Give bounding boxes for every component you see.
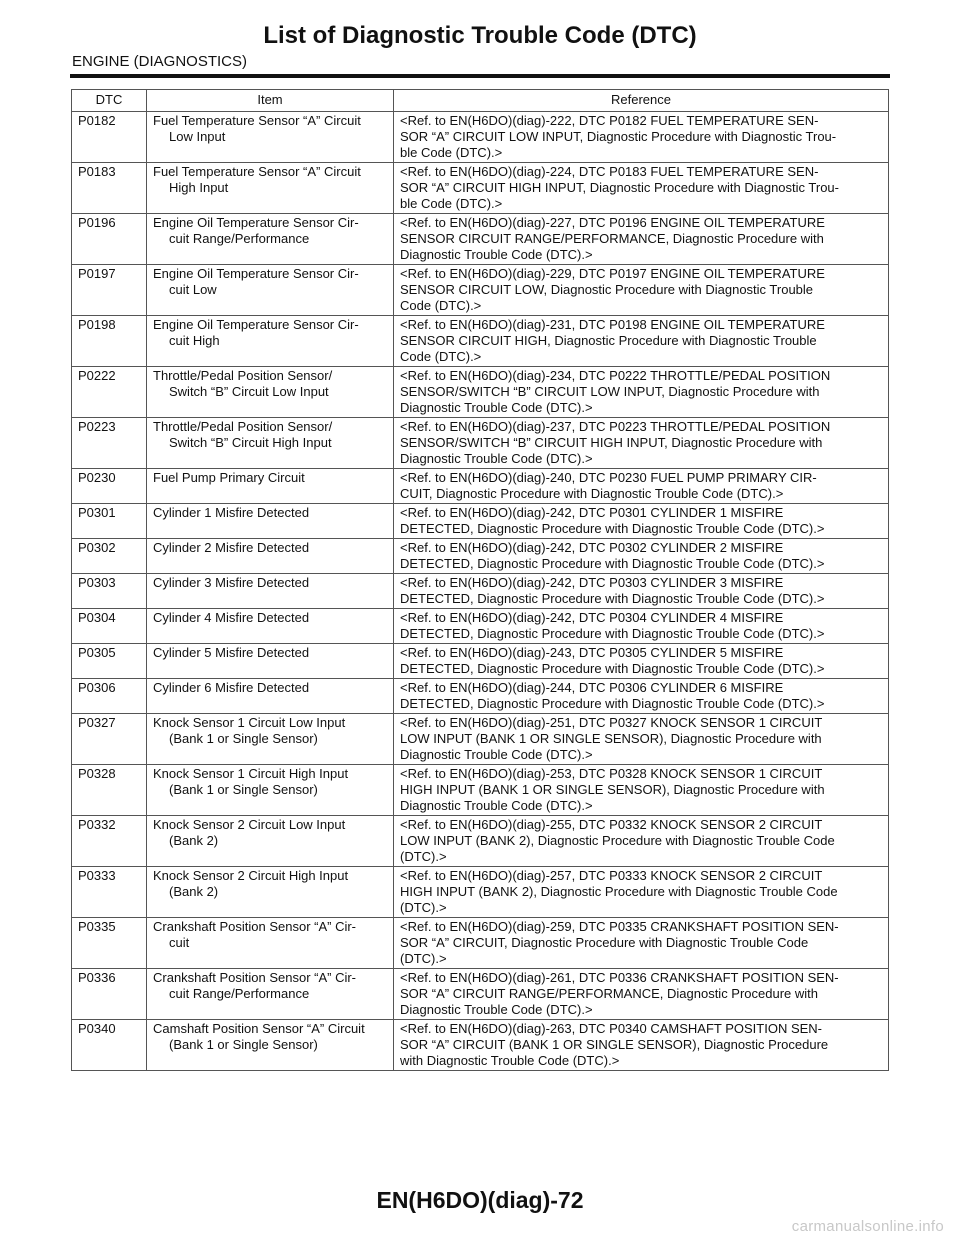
dtc-reference-cell <box>394 609 889 644</box>
dtc-reference-line: <Ref. to EN(H6DO)(diag)-255, DTC P0332 KNOCK SENSOR 2 CIRCUIT <box>400 817 823 832</box>
dtc-reference-cell <box>394 867 889 918</box>
dtc-reference-line: <Ref. to EN(H6DO)(diag)-242, DTC P0304 CYLINDER 4 MISFIRE <box>400 610 784 625</box>
dtc-item-cell <box>147 112 394 163</box>
dtc-reference-line: DETECTED, Diagnostic Procedure with Diagnostic Trouble Code (DTC).> <box>400 661 825 676</box>
dtc-item-line: (Bank 1 or Single Sensor) <box>169 731 318 746</box>
dtc-reference-line: Code (DTC).> <box>400 298 482 313</box>
dtc-reference-line: SOR “A” CIRCUIT HIGH INPUT, Diagnostic Procedure with Diagnostic Trou- <box>400 180 839 195</box>
dtc-reference-line: <Ref. to EN(H6DO)(diag)-237, DTC P0223 THROTTLE/PEDAL POSITION <box>400 419 831 434</box>
dtc-reference-line: <Ref. to EN(H6DO)(diag)-234, DTC P0222 THROTTLE/PEDAL POSITION <box>400 368 831 383</box>
dtc-reference-line: SOR “A” CIRCUIT, Diagnostic Procedure with Diagnostic Trouble Code <box>400 935 809 950</box>
dtc-item-line: (Bank 2) <box>169 833 219 848</box>
dtc-item-cell <box>147 969 394 1020</box>
dtc-code-cell: P0302 <box>72 539 147 574</box>
table-row <box>72 1020 889 1071</box>
dtc-code-cell: P0335 <box>72 918 147 969</box>
dtc-item-line: Crankshaft Position Sensor “A” Cir- <box>153 970 357 985</box>
dtc-reference-line: <Ref. to EN(H6DO)(diag)-231, DTC P0198 ENGINE OIL TEMPERATURE <box>400 317 825 332</box>
dtc-code-cell: P0304 <box>72 609 147 644</box>
dtc-code-cell: P0222 <box>72 367 147 418</box>
dtc-reference-cell <box>394 504 889 539</box>
dtc-code-cell: P0336 <box>72 969 147 1020</box>
dtc-item-line: Cylinder 3 Misfire Detected <box>153 575 310 590</box>
table-row <box>72 918 889 969</box>
dtc-reference-cell <box>394 418 889 469</box>
table-row <box>72 504 889 539</box>
dtc-reference-line: <Ref. to EN(H6DO)(diag)-251, DTC P0327 KNOCK SENSOR 1 CIRCUIT <box>400 715 823 730</box>
dtc-reference-line: <Ref. to EN(H6DO)(diag)-261, DTC P0336 CRANKSHAFT POSITION SEN- <box>400 970 839 985</box>
dtc-reference-line: ble Code (DTC).> <box>400 145 503 160</box>
dtc-reference-line: CUIT, Diagnostic Procedure with Diagnostic Trouble Code (DTC).> <box>400 486 784 501</box>
dtc-reference-line: LOW INPUT (BANK 2), Diagnostic Procedure with Diagnostic Trouble Code <box>400 833 835 848</box>
dtc-item-cell <box>147 418 394 469</box>
dtc-item-cell <box>147 504 394 539</box>
dtc-reference-line: <Ref. to EN(H6DO)(diag)-227, DTC P0196 ENGINE OIL TEMPERATURE <box>400 215 825 230</box>
table-row <box>72 539 889 574</box>
header-rule <box>70 74 890 78</box>
dtc-reference-cell <box>394 574 889 609</box>
table-row <box>72 969 889 1020</box>
table-row <box>72 867 889 918</box>
dtc-item-line: Fuel Temperature Sensor “A” Circuit <box>153 164 361 179</box>
dtc-item-line: Knock Sensor 2 Circuit Low Input <box>153 817 346 832</box>
dtc-reference-line: SENSOR CIRCUIT LOW, Diagnostic Procedure with Diagnostic Trouble <box>400 282 814 297</box>
dtc-item-line: Crankshaft Position Sensor “A” Cir- <box>153 919 357 934</box>
dtc-item-line: Fuel Pump Primary Circuit <box>153 470 305 485</box>
page-number: EN(H6DO)(diag)-72 <box>376 1187 584 1213</box>
dtc-item-cell <box>147 316 394 367</box>
table-row <box>72 765 889 816</box>
dtc-reference-cell <box>394 469 889 504</box>
dtc-item-line: Switch “B” Circuit High Input <box>169 435 332 450</box>
dtc-reference-cell <box>394 969 889 1020</box>
dtc-reference-cell <box>394 265 889 316</box>
dtc-code-cell: P0306 <box>72 679 147 714</box>
table-row <box>72 112 889 163</box>
watermark: carmanualsonline.info <box>791 1218 944 1235</box>
dtc-reference-line: SENSOR CIRCUIT HIGH, Diagnostic Procedure with Diagnostic Trouble <box>400 333 817 348</box>
dtc-code-cell: P0328 <box>72 765 147 816</box>
dtc-reference-cell <box>394 163 889 214</box>
dtc-item-line: (Bank 1 or Single Sensor) <box>169 782 318 797</box>
dtc-reference-line: <Ref. to EN(H6DO)(diag)-259, DTC P0335 CRANKSHAFT POSITION SEN- <box>400 919 839 934</box>
dtc-item-line: cuit Range/Performance <box>169 231 310 246</box>
dtc-item-line: Camshaft Position Sensor “A” Circuit <box>153 1021 365 1036</box>
dtc-item-line: Cylinder 5 Misfire Detected <box>153 645 310 660</box>
dtc-reference-line: Diagnostic Trouble Code (DTC).> <box>400 400 593 415</box>
dtc-item-line: Fuel Temperature Sensor “A” Circuit <box>153 113 361 128</box>
dtc-code-cell: P0305 <box>72 644 147 679</box>
dtc-item-cell <box>147 539 394 574</box>
dtc-reference-line: <Ref. to EN(H6DO)(diag)-242, DTC P0302 CYLINDER 2 MISFIRE <box>400 540 784 555</box>
dtc-reference-line: Diagnostic Trouble Code (DTC).> <box>400 747 593 762</box>
dtc-code-cell: P0340 <box>72 1020 147 1071</box>
dtc-item-line: Cylinder 4 Misfire Detected <box>153 610 310 625</box>
dtc-code-cell: P0196 <box>72 214 147 265</box>
dtc-item-line: cuit Range/Performance <box>169 986 310 1001</box>
dtc-reference-line: SOR “A” CIRCUIT (BANK 1 OR SINGLE SENSOR), Diagnostic Procedure <box>400 1037 829 1052</box>
dtc-reference-line: DETECTED, Diagnostic Procedure with Diagnostic Trouble Code (DTC).> <box>400 521 825 536</box>
dtc-code-cell: P0301 <box>72 504 147 539</box>
table-body <box>72 112 889 1071</box>
dtc-reference-line: ble Code (DTC).> <box>400 196 503 211</box>
dtc-item-line: Throttle/Pedal Position Sensor/ <box>153 419 333 434</box>
dtc-item-line: Low Input <box>169 129 226 144</box>
dtc-reference-line: SENSOR CIRCUIT RANGE/PERFORMANCE, Diagnostic Procedure with <box>400 231 824 246</box>
dtc-item-cell <box>147 367 394 418</box>
dtc-item-cell <box>147 765 394 816</box>
dtc-reference-line: <Ref. to EN(H6DO)(diag)-242, DTC P0303 CYLINDER 3 MISFIRE <box>400 575 784 590</box>
page-title: List of Diagnostic Trouble Code (DTC) <box>263 22 697 49</box>
dtc-item-line: Cylinder 1 Misfire Detected <box>153 505 310 520</box>
table-row <box>72 574 889 609</box>
dtc-reference-line: <Ref. to EN(H6DO)(diag)-253, DTC P0328 KNOCK SENSOR 1 CIRCUIT <box>400 766 823 781</box>
column-header-dtc: DTC <box>72 90 147 112</box>
dtc-code-cell: P0183 <box>72 163 147 214</box>
dtc-reference-cell <box>394 714 889 765</box>
dtc-item-cell <box>147 469 394 504</box>
dtc-code-cell: P0327 <box>72 714 147 765</box>
dtc-code-cell: P0230 <box>72 469 147 504</box>
dtc-reference-cell <box>394 539 889 574</box>
dtc-reference-line: <Ref. to EN(H6DO)(diag)-240, DTC P0230 FUEL PUMP PRIMARY CIR- <box>400 470 817 485</box>
dtc-code-cell: P0332 <box>72 816 147 867</box>
table-row <box>72 679 889 714</box>
dtc-reference-line: <Ref. to EN(H6DO)(diag)-222, DTC P0182 FUEL TEMPERATURE SEN- <box>400 113 819 128</box>
table-header-row <box>72 90 889 112</box>
dtc-item-line: Knock Sensor 2 Circuit High Input <box>153 868 349 883</box>
dtc-reference-line: DETECTED, Diagnostic Procedure with Diagnostic Trouble Code (DTC).> <box>400 626 825 641</box>
dtc-reference-line: SENSOR/SWITCH “B” CIRCUIT HIGH INPUT, Diagnostic Procedure with <box>400 435 823 450</box>
dtc-reference-line: <Ref. to EN(H6DO)(diag)-263, DTC P0340 CAMSHAFT POSITION SEN- <box>400 1021 823 1036</box>
dtc-code-cell: P0303 <box>72 574 147 609</box>
dtc-reference-cell <box>394 214 889 265</box>
dtc-item-line: cuit Low <box>169 282 217 297</box>
dtc-reference-line: <Ref. to EN(H6DO)(diag)-224, DTC P0183 FUEL TEMPERATURE SEN- <box>400 164 819 179</box>
dtc-reference-line: DETECTED, Diagnostic Procedure with Diagnostic Trouble Code (DTC).> <box>400 556 825 571</box>
dtc-reference-line: DETECTED, Diagnostic Procedure with Diagnostic Trouble Code (DTC).> <box>400 591 825 606</box>
dtc-reference-line: <Ref. to EN(H6DO)(diag)-257, DTC P0333 KNOCK SENSOR 2 CIRCUIT <box>400 868 823 883</box>
dtc-item-line: Cylinder 6 Misfire Detected <box>153 680 310 695</box>
dtc-item-cell <box>147 816 394 867</box>
column-header-item: Item <box>147 90 394 112</box>
dtc-item-line: Engine Oil Temperature Sensor Cir- <box>153 317 359 332</box>
dtc-reference-line: <Ref. to EN(H6DO)(diag)-243, DTC P0305 CYLINDER 5 MISFIRE <box>400 645 784 660</box>
dtc-reference-cell <box>394 816 889 867</box>
dtc-item-cell <box>147 644 394 679</box>
dtc-item-line: Cylinder 2 Misfire Detected <box>153 540 310 555</box>
table-row <box>72 816 889 867</box>
dtc-item-line: cuit <box>169 935 190 950</box>
dtc-code-cell: P0333 <box>72 867 147 918</box>
dtc-item-cell <box>147 679 394 714</box>
table-row <box>72 418 889 469</box>
dtc-item-cell <box>147 163 394 214</box>
dtc-reference-line: (DTC).> <box>400 900 447 915</box>
table-row <box>72 644 889 679</box>
dtc-reference-line: (DTC).> <box>400 849 447 864</box>
dtc-item-line: Engine Oil Temperature Sensor Cir- <box>153 266 359 281</box>
dtc-reference-line: SENSOR/SWITCH “B” CIRCUIT LOW INPUT, Diagnostic Procedure with <box>400 384 820 399</box>
dtc-reference-line: <Ref. to EN(H6DO)(diag)-242, DTC P0301 CYLINDER 1 MISFIRE <box>400 505 784 520</box>
dtc-reference-line: Diagnostic Trouble Code (DTC).> <box>400 798 593 813</box>
dtc-reference-cell <box>394 765 889 816</box>
dtc-item-cell <box>147 265 394 316</box>
dtc-reference-line: HIGH INPUT (BANK 1 OR SINGLE SENSOR), Diagnostic Procedure with <box>400 782 825 797</box>
dtc-item-cell <box>147 609 394 644</box>
dtc-item-cell <box>147 918 394 969</box>
dtc-code-cell: P0198 <box>72 316 147 367</box>
dtc-item-cell <box>147 867 394 918</box>
dtc-item-line: Throttle/Pedal Position Sensor/ <box>153 368 333 383</box>
section-label: ENGINE (DIAGNOSTICS) <box>72 53 248 70</box>
column-header-reference: Reference <box>394 90 889 112</box>
dtc-reference-cell <box>394 644 889 679</box>
dtc-item-cell <box>147 714 394 765</box>
dtc-reference-line: Code (DTC).> <box>400 349 482 364</box>
table-row <box>72 163 889 214</box>
dtc-item-line: cuit High <box>169 333 220 348</box>
dtc-item-cell <box>147 214 394 265</box>
dtc-table <box>71 89 889 1071</box>
dtc-reference-line: Diagnostic Trouble Code (DTC).> <box>400 451 593 466</box>
dtc-reference-cell <box>394 367 889 418</box>
dtc-item-line: Knock Sensor 1 Circuit High Input <box>153 766 349 781</box>
dtc-reference-line: (DTC).> <box>400 951 447 966</box>
dtc-code-cell: P0182 <box>72 112 147 163</box>
dtc-reference-cell <box>394 679 889 714</box>
table-row <box>72 367 889 418</box>
dtc-item-line: Switch “B” Circuit Low Input <box>169 384 329 399</box>
table-row <box>72 609 889 644</box>
dtc-reference-line: SOR “A” CIRCUIT RANGE/PERFORMANCE, Diagnostic Procedure with <box>400 986 819 1001</box>
dtc-item-cell <box>147 574 394 609</box>
table-row <box>72 316 889 367</box>
dtc-reference-line: HIGH INPUT (BANK 2), Diagnostic Procedure with Diagnostic Trouble Code <box>400 884 838 899</box>
dtc-item-line: (Bank 2) <box>169 884 219 899</box>
dtc-reference-cell <box>394 112 889 163</box>
dtc-reference-cell <box>394 1020 889 1071</box>
table-row <box>72 214 889 265</box>
dtc-reference-cell <box>394 918 889 969</box>
dtc-reference-line: with Diagnostic Trouble Code (DTC).> <box>400 1053 620 1068</box>
dtc-item-cell <box>147 1020 394 1071</box>
dtc-item-line: Engine Oil Temperature Sensor Cir- <box>153 215 359 230</box>
dtc-reference-line: LOW INPUT (BANK 1 OR SINGLE SENSOR), Diagnostic Procedure with <box>400 731 822 746</box>
dtc-reference-line: <Ref. to EN(H6DO)(diag)-229, DTC P0197 ENGINE OIL TEMPERATURE <box>400 266 825 281</box>
dtc-reference-line: SOR “A” CIRCUIT LOW INPUT, Diagnostic Procedure with Diagnostic Trou- <box>400 129 837 144</box>
table-row <box>72 265 889 316</box>
dtc-reference-line: Diagnostic Trouble Code (DTC).> <box>400 1002 593 1017</box>
dtc-code-cell: P0223 <box>72 418 147 469</box>
dtc-reference-cell <box>394 316 889 367</box>
dtc-reference-line: <Ref. to EN(H6DO)(diag)-244, DTC P0306 CYLINDER 6 MISFIRE <box>400 680 784 695</box>
dtc-reference-line: DETECTED, Diagnostic Procedure with Diagnostic Trouble Code (DTC).> <box>400 696 825 711</box>
table-row <box>72 469 889 504</box>
dtc-item-line: Knock Sensor 1 Circuit Low Input <box>153 715 346 730</box>
dtc-item-line: High Input <box>169 180 229 195</box>
dtc-code-cell: P0197 <box>72 265 147 316</box>
dtc-reference-line: Diagnostic Trouble Code (DTC).> <box>400 247 593 262</box>
table-row <box>72 714 889 765</box>
dtc-item-line: (Bank 1 or Single Sensor) <box>169 1037 318 1052</box>
